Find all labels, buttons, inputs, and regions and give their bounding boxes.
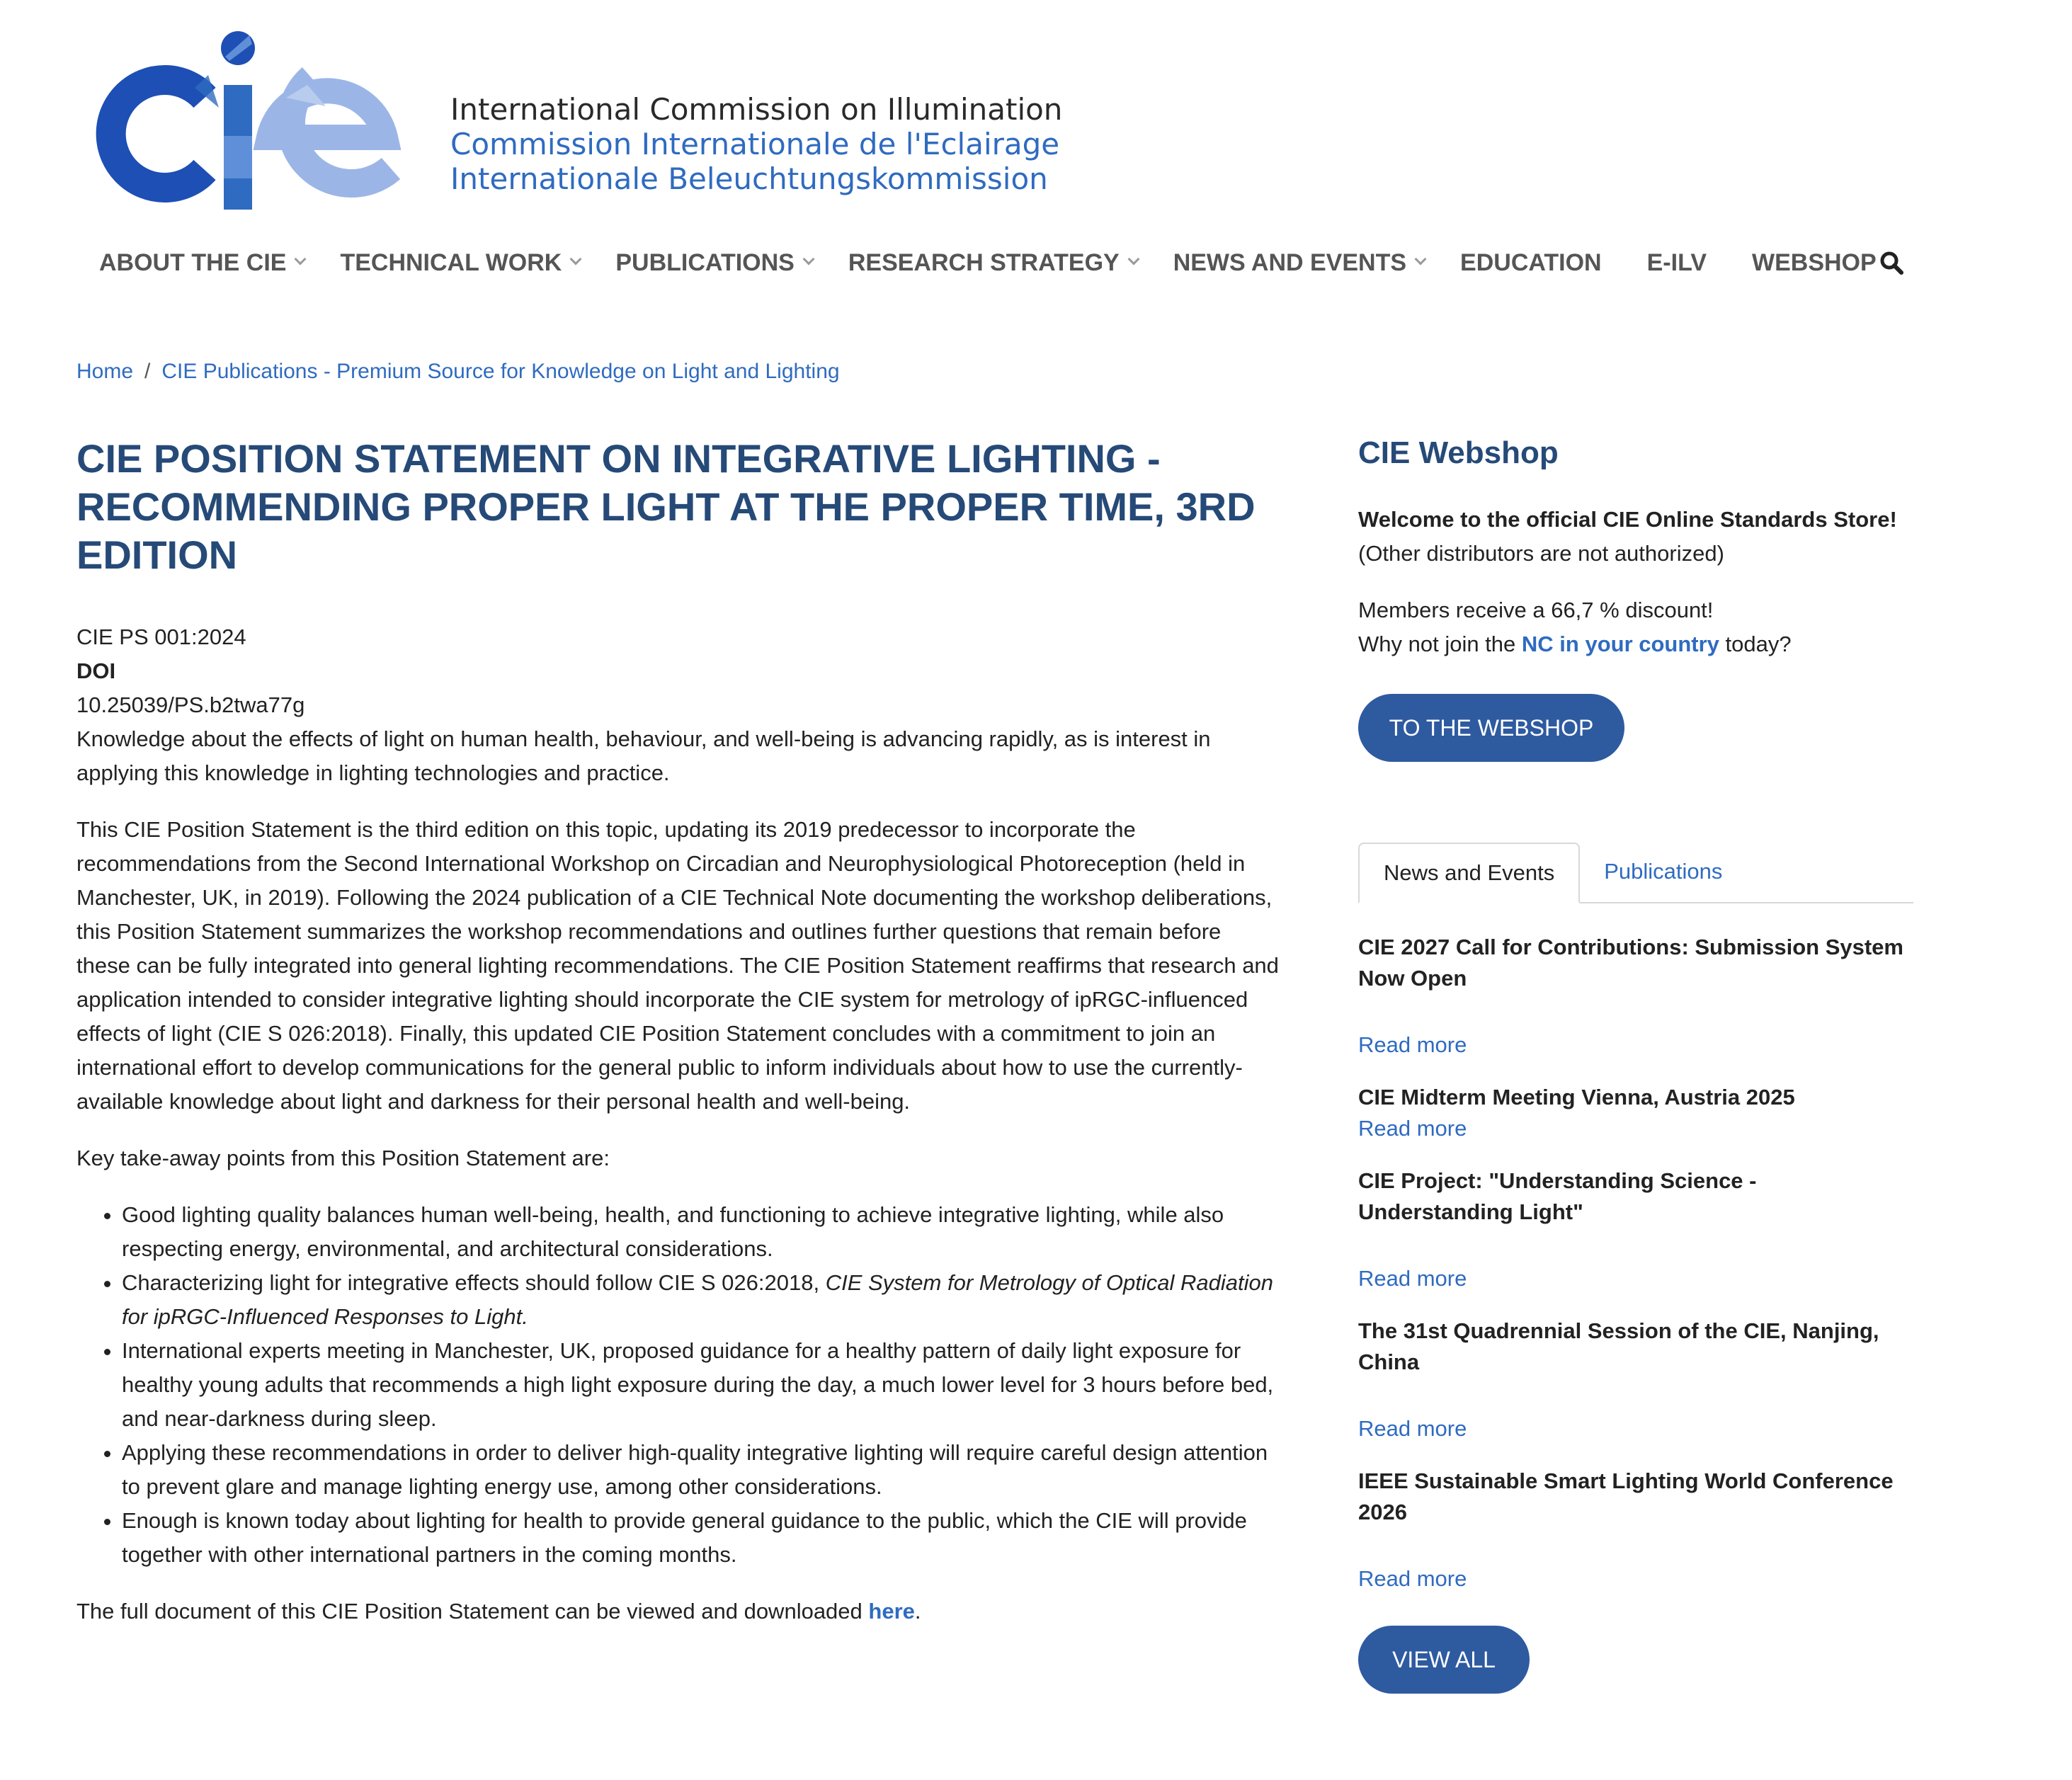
chevron-down-icon xyxy=(570,253,582,266)
key-points-intro: Key take-away points from this Position Statement are: xyxy=(76,1146,610,1170)
organization-names xyxy=(450,92,1062,196)
news-item xyxy=(1358,1466,1912,1594)
webshop-welcome-note: (Other distributors are not authorized) xyxy=(1358,541,1724,566)
list-item: • Enough is known today about lighting for health to provide general guidance to the public, which the CIE will provide together with other international partners in the coming months. xyxy=(122,1504,1280,1572)
breadcrumb-separator: / xyxy=(144,360,151,383)
join-prefix: Why not join the xyxy=(1358,632,1522,656)
join-suffix: today? xyxy=(1719,632,1792,656)
breadcrumb-publications[interactable]: CIE Publications - Premium Source for Knowledge on Light and Lighting xyxy=(161,360,840,383)
webshop-discount xyxy=(1358,593,1912,661)
news-item xyxy=(1358,932,1912,1061)
nav-label: PUBLICATIONS xyxy=(615,249,795,276)
publication-code: CIE PS 001:2024 xyxy=(76,624,246,649)
org-name-french: Commission Internationale de l'Eclairage xyxy=(450,127,1060,161)
nav-item-about[interactable] xyxy=(99,249,304,277)
nav-label: WEBSHOP xyxy=(1752,249,1877,276)
join-text xyxy=(1358,627,1912,661)
breadcrumb-home[interactable]: Home xyxy=(76,360,134,383)
sidebar-tabs xyxy=(1358,843,1913,903)
news-title[interactable]: CIE 2027 Call for Contributions: Submission System Now Open xyxy=(1358,935,1903,991)
news-title[interactable]: CIE Project: "Understanding Science - Understanding Light" xyxy=(1358,1168,1757,1224)
org-name-english: International Commission on Illumination xyxy=(450,92,1063,127)
webshop-title: CIE Webshop xyxy=(1358,435,1559,470)
download-paragraph xyxy=(76,1594,1280,1628)
tab-publications[interactable]: Publications xyxy=(1604,859,1723,884)
nav-item-e-ilv[interactable] xyxy=(1647,249,1707,277)
nav-label: EDUCATION xyxy=(1460,249,1602,276)
news-list xyxy=(1358,932,1912,1594)
nav-item-technical-work[interactable] xyxy=(340,249,580,277)
to-webshop-button[interactable]: TO THE WEBSHOP xyxy=(1358,694,1624,762)
nav-label: E-ILV xyxy=(1646,249,1707,276)
nav-item-webshop[interactable] xyxy=(1752,249,1877,277)
nav-label: RESEARCH STRATEGY xyxy=(848,249,1120,276)
org-name-german: Internationale Beleuchtungskommission xyxy=(450,161,1048,196)
publication-meta xyxy=(76,620,1280,790)
download-period: . xyxy=(914,1599,921,1624)
cie-logo[interactable] xyxy=(74,30,406,214)
download-text: The full document of this CIE Position Statement can be viewed and downloaded xyxy=(76,1599,869,1624)
read-more-link[interactable]: Read more xyxy=(1358,1416,1467,1441)
nav-item-publications[interactable] xyxy=(615,249,812,277)
nav-item-news-events[interactable] xyxy=(1173,249,1425,277)
list-item xyxy=(122,1266,1280,1334)
list-item: • Applying these recommendations in order to deliver high-quality integrative lighting will require careful design attention to prevent glare and manage lighting energy use, among other considerations. xyxy=(122,1436,1280,1504)
read-more-link[interactable]: Read more xyxy=(1358,1032,1467,1057)
cie-logo-mark xyxy=(74,30,406,214)
discount-text: Members receive a 66,7 % discount! xyxy=(1358,598,1714,622)
view-all-button[interactable]: VIEW ALL xyxy=(1358,1626,1530,1694)
list-item-italic: CIE System for Metrology of Optical Radiation for ipRGC-Influenced Responses to Light. xyxy=(122,1270,1274,1329)
chevron-down-icon xyxy=(802,253,814,266)
chevron-down-icon xyxy=(1415,253,1427,266)
webshop-welcome xyxy=(1358,503,1912,571)
news-title[interactable]: The 31st Quadrennial Session of the CIE, Nanjing, China xyxy=(1358,1318,1879,1374)
nav-label: NEWS AND EVENTS xyxy=(1173,249,1407,276)
list-item: • International experts meeting in Manchester, UK, proposed guidance for a healthy pattern of daily light exposure for healthy young adults that recommends a high light exposure during the day, a much lower level for 3 hours before bed, and near-darkness during sleep. xyxy=(122,1334,1280,1436)
read-more-link[interactable]: Read more xyxy=(1358,1566,1467,1591)
news-title[interactable]: IEEE Sustainable Smart Lighting World Conference 2026 xyxy=(1358,1468,1894,1524)
news-item xyxy=(1358,1316,1912,1444)
news-title[interactable]: CIE Midterm Meeting Vienna, Austria 2025 xyxy=(1358,1085,1795,1109)
nc-country-link[interactable]: NC in your country xyxy=(1521,632,1719,656)
main-content xyxy=(76,435,1280,1628)
breadcrumb xyxy=(76,360,840,384)
nav-item-research-strategy[interactable] xyxy=(848,249,1138,277)
chevron-down-icon xyxy=(1127,253,1139,266)
news-item xyxy=(1358,1165,1912,1294)
chevron-down-icon xyxy=(295,253,307,266)
description-paragraph: This CIE Position Statement is the third edition on this topic, updating its 2019 predecessor to incorporate the recommendations from the Second International Workshop on Circadian and Neurophysiological Photoreception (held in Manchester, UK, in 2019). Following the 2024 publication of a CIE Technical Note documenting the workshop deliberations, this Position Statement summarizes the workshop recommendations and outlines further questions that remain before these can be fully integrated into general lighting recommendations. The CIE Position Statement reaffirms that research and application intended to consider integrative lighting should incorporate the CIE system for metrology of ipRGC-influenced effects of light (CIE S 026:2018). Finally, this updated CIE Position Statement concludes with a commitment to join an international effort to develop communications for the general public to inform individuals about how to use the currently-available knowledge about light and darkness for their personal health and well-being. xyxy=(76,817,1279,1114)
download-link[interactable]: here xyxy=(868,1599,915,1624)
read-more-link[interactable]: Read more xyxy=(1358,1266,1467,1291)
tab-news-events[interactable]: News and Events xyxy=(1358,843,1580,903)
nav-item-education[interactable] xyxy=(1460,249,1602,277)
main-nav xyxy=(99,245,1877,280)
doi-label: DOI xyxy=(76,658,116,683)
webshop-welcome-bold: Welcome to the official CIE Online Standards Store! xyxy=(1358,507,1897,532)
search-icon[interactable] xyxy=(1878,249,1906,278)
news-item xyxy=(1358,1082,1912,1144)
key-points-list xyxy=(76,1198,1280,1572)
page-title: CIE POSITION STATEMENT ON INTEGRATIVE LIGHTING - RECOMMENDING PROPER LIGHT AT THE PROPER TIME, 3RD EDITION xyxy=(76,436,1256,577)
read-more-link[interactable]: Read more xyxy=(1358,1116,1467,1141)
intro-paragraph: Knowledge about the effects of light on human health, behaviour, and well-being is advancing rapidly, as is interest in applying this knowledge in lighting technologies and practice. xyxy=(76,726,1211,785)
list-item: • Good lighting quality balances human well-being, health, and functioning to achieve integrative lighting, while also respecting energy, environmental, and architectural considerations. xyxy=(122,1198,1280,1266)
nav-label: TECHNICAL WORK xyxy=(340,249,562,276)
nav-label: ABOUT THE CIE xyxy=(99,249,287,276)
sidebar xyxy=(1358,433,1912,1694)
list-item-text: Characterizing light for integrative effects should follow CIE S 026:2018, xyxy=(122,1270,826,1295)
doi-value: 10.25039/PS.b2twa77g xyxy=(76,692,305,717)
